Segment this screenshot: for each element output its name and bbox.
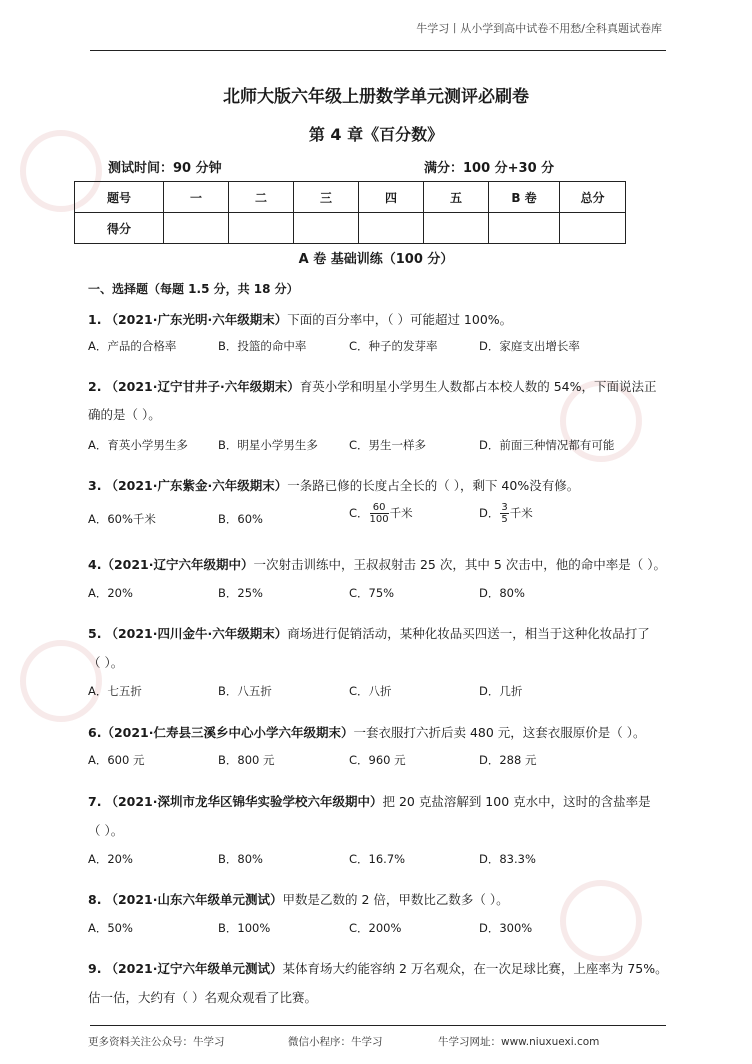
question-4 [88, 555, 666, 573]
section-a-title: A 卷 基础训练（100 分） [298, 252, 454, 267]
option[interactable]: C．八折 [349, 684, 392, 698]
option-letter: C． [349, 506, 369, 520]
score-blank[interactable] [294, 213, 359, 244]
section-1-title: 一、选择题（每题 1.5 分，共 18 分） [88, 282, 299, 296]
question-6 [88, 723, 646, 741]
table-cell: 总分 [560, 182, 626, 213]
score-blank[interactable] [359, 213, 424, 244]
option[interactable]: B．100% [218, 921, 271, 935]
table-cell: 五 [424, 182, 489, 213]
footer-wechat-account: 更多资料关注公众号：牛学习 [88, 1036, 225, 1048]
doc-subtitle: 第 4 章《百分数》 [308, 125, 444, 144]
score-table-score-row [75, 213, 626, 244]
option[interactable]: B．800 元 [218, 753, 275, 767]
question-source: （2021·辽宁甘井子·六年级期末） [105, 379, 300, 394]
question-1 [88, 310, 512, 328]
question-text-cont: （ ）。 [88, 823, 124, 838]
table-cell: 四 [359, 182, 424, 213]
question-source: （2021·深圳市龙华区锦华实验学校六年级期中） [105, 794, 383, 809]
score-blank[interactable] [424, 213, 489, 244]
question-3 [88, 476, 579, 494]
option[interactable]: B．明星小学男生多 [218, 438, 318, 452]
question-source: （2021·广东紫金·六年级期末） [105, 478, 288, 493]
option[interactable]: D．300% [479, 921, 533, 935]
question-number: 8. [88, 892, 102, 907]
option[interactable]: B．投篮的命中率 [218, 339, 307, 353]
watermark-logo [560, 880, 642, 962]
question-number: 4. [88, 557, 102, 572]
question-source: （2021·仁寿县三溪乡中心小学六年级期末） [101, 725, 354, 740]
question-7 [88, 792, 651, 810]
full-score: 满分：100 分+30 分 [424, 161, 555, 176]
question-source: （2021·广东光明·六年级期末） [105, 312, 288, 327]
score-table [74, 181, 626, 244]
footer-mini-program: 微信小程序：牛学习 [288, 1036, 383, 1048]
test-time: 测试时间：90 分钟 [108, 161, 222, 176]
question-5 [88, 624, 650, 642]
option[interactable]: C．16.7% [349, 852, 406, 866]
question-number: 9. [88, 961, 102, 976]
question-number: 1. [88, 312, 102, 327]
option[interactable]: A．20% [88, 852, 133, 866]
page-header: 牛学习丨从小学到高中试卷不用愁/全科真题试卷库 [416, 22, 662, 35]
option[interactable] [349, 502, 413, 525]
table-cell: 二 [229, 182, 294, 213]
question-text: 一次射击训练中，王叔叔射击 25 次，其中 5 次击中，他的命中率是（ ）。 [253, 557, 666, 572]
option-letter: D． [479, 506, 500, 520]
score-blank[interactable] [229, 213, 294, 244]
option[interactable]: C．种子的发芽率 [349, 339, 438, 353]
question-number: 2. [88, 379, 102, 394]
question-text: 一套衣服打六折后卖 480 元，这套衣服原价是（ ）。 [353, 725, 646, 740]
option[interactable]: A．600 元 [88, 753, 145, 767]
option[interactable]: D．家庭支出增长率 [479, 339, 580, 353]
question-number: 6. [88, 725, 102, 740]
question-text: 商场进行促销活动，某种化妆品买四送一，相当于这种化妆品打了 [287, 626, 650, 641]
option-unit: 千米 [389, 506, 413, 520]
option[interactable]: A．60%千米 [88, 512, 156, 526]
question-source: （2021·辽宁六年级单元测试） [105, 961, 283, 976]
question-text: 育英小学和明星小学男生人数都占本校人数的 54%，下面说法正 [299, 379, 657, 394]
question-number: 7. [88, 794, 102, 809]
option[interactable]: C．960 元 [349, 753, 406, 767]
option[interactable]: B．八五折 [218, 684, 272, 698]
option-unit: 千米 [509, 506, 533, 520]
fraction [500, 502, 508, 525]
table-cell: 得分 [75, 213, 164, 244]
question-text: 一条路已修的长度占全长的（ ），剩下 40%没有修。 [287, 478, 580, 493]
option[interactable]: A．七五折 [88, 684, 142, 698]
fraction-numerator: 60 [370, 502, 389, 514]
score-blank[interactable] [489, 213, 560, 244]
score-blank[interactable] [164, 213, 229, 244]
option[interactable] [479, 502, 533, 525]
question-text-cont: （ ）。 [88, 655, 124, 670]
question-source: （2021·辽宁六年级期中） [101, 557, 254, 572]
question-number: 3. [88, 478, 102, 493]
question-source: （2021·山东六年级单元测试） [105, 892, 283, 907]
option[interactable]: A．20% [88, 586, 133, 600]
table-cell: B 卷 [489, 182, 560, 213]
question-8 [88, 890, 509, 908]
option[interactable]: B．25% [218, 586, 263, 600]
question-source: （2021·四川金牛·六年级期末） [105, 626, 288, 641]
option[interactable]: A．50% [88, 921, 133, 935]
option[interactable]: D．83.3% [479, 852, 536, 866]
question-text: 某体育场大约能容纳 2 万名观众，在一次足球比赛，上座率为 75%。 [282, 961, 668, 976]
score-blank[interactable] [560, 213, 626, 244]
option[interactable]: D．几折 [479, 684, 523, 698]
option[interactable]: B．80% [218, 852, 263, 866]
doc-title: 北师大版六年级上册数学单元测评必刷卷 [223, 87, 529, 107]
footer-rule [90, 1025, 666, 1026]
question-text: 甲数是乙数的 2 倍，甲数比乙数多（ ）。 [282, 892, 509, 907]
question-number: 5. [88, 626, 102, 641]
option[interactable]: B．60% [218, 512, 263, 526]
question-text: 下面的百分率中，（ ）可能超过 100%。 [287, 312, 513, 327]
option[interactable]: D．80% [479, 586, 525, 600]
fraction-numerator: 3 [501, 502, 508, 513]
table-cell: 题号 [75, 182, 164, 213]
table-cell: 一 [164, 182, 229, 213]
option[interactable]: C．男生一样多 [349, 438, 427, 452]
question-text-cont: 确的是（ ）。 [88, 407, 161, 422]
option[interactable]: C．200% [349, 921, 402, 935]
score-table-header-row [75, 182, 626, 213]
question-9 [88, 959, 668, 977]
option[interactable]: A．产品的合格率 [88, 339, 177, 353]
header-rule [90, 50, 666, 51]
option[interactable]: D．288 元 [479, 753, 537, 767]
fraction-denominator: 5 [501, 514, 508, 525]
option[interactable]: C．75% [349, 586, 395, 600]
option[interactable]: D．前面三种情况都有可能 [479, 438, 615, 452]
option[interactable]: A．育英小学男生多 [88, 438, 188, 452]
question-2 [88, 377, 657, 395]
footer-website-link[interactable]: 牛学习网址：www.niuxuexi.com [438, 1036, 600, 1048]
fraction [370, 502, 389, 525]
question-text: 把 20 克盐溶解到 100 克水中，这时的含盐率是 [382, 794, 651, 809]
question-text-cont: 估一估，大约有（ ）名观众观看了比赛。 [88, 990, 317, 1005]
table-cell: 三 [294, 182, 359, 213]
fraction-denominator: 100 [369, 514, 389, 525]
